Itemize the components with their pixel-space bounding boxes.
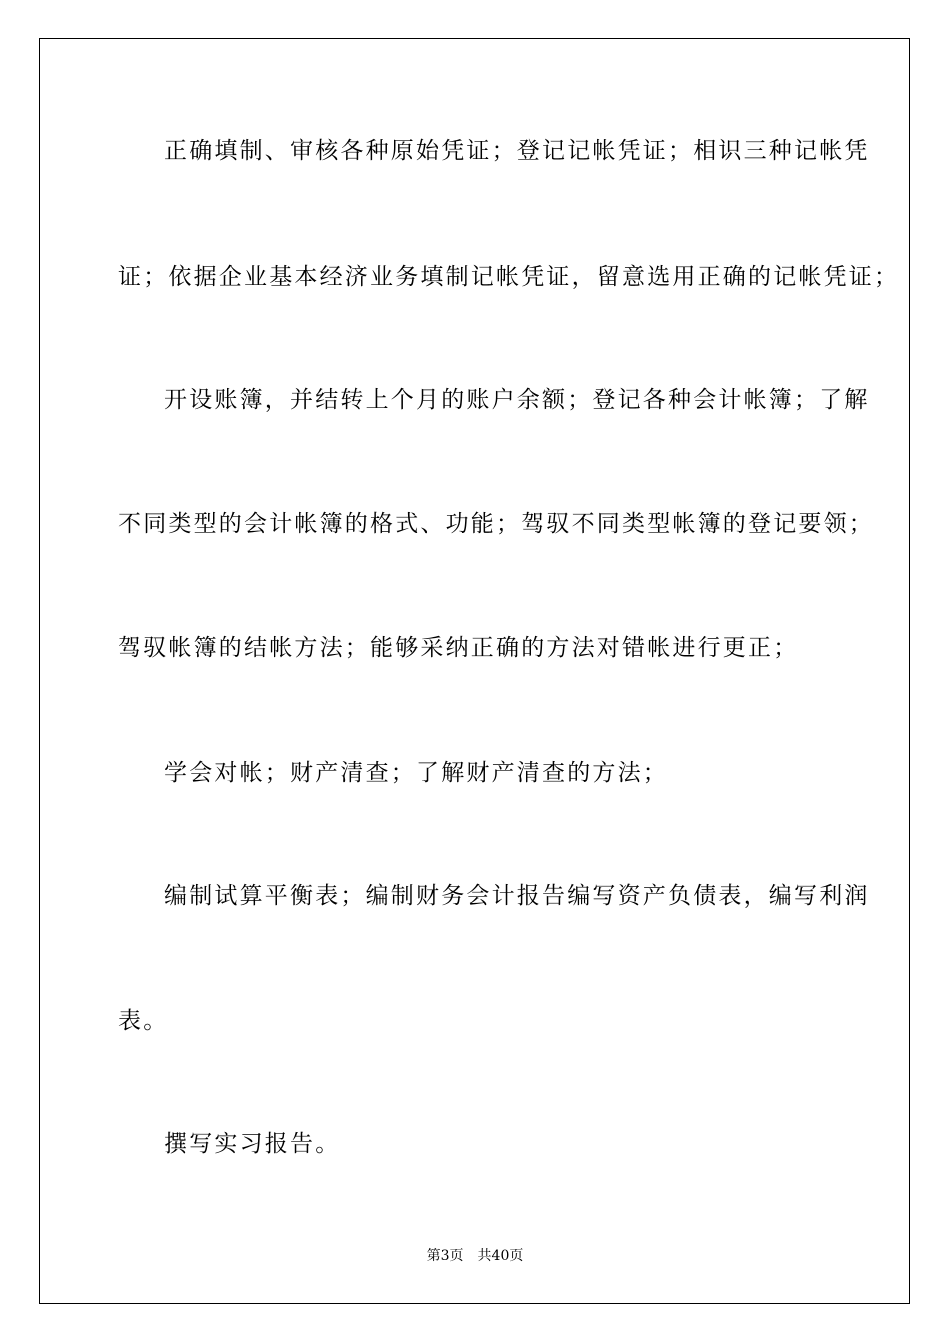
document-page	[39, 38, 910, 1304]
page-footer	[0, 1247, 950, 1265]
paragraph-line-9: 撰写实习报告。	[164, 1131, 341, 1157]
paragraph-line-7: 编制试算平衡表；编制财务会计报告编写资产负债表，编写利润	[164, 883, 870, 909]
paragraph-line-3: 开设账簿，并结转上个月的账户余额；登记各种会计帐簿；了解	[164, 387, 870, 413]
paragraph-line-6: 学会对帐；财产清查；了解财产清查的方法；	[164, 760, 668, 786]
paragraph-line-4: 不同类型的会计帐簿的格式、功能；驾驭不同类型帐簿的登记要领；	[118, 511, 874, 537]
paragraph-line-2: 证；依据企业基本经济业务填制记帐凭证，留意选用正确的记帐凭证；	[118, 264, 900, 290]
page-total: 共40页	[477, 1248, 524, 1264]
paragraph-line-5: 驾驭帐簿的结帐方法；能够采纳正确的方法对错帐进行更正；	[118, 635, 799, 661]
paragraph-line-8: 表。	[118, 1008, 169, 1034]
paragraph-line-1: 正确填制、审核各种原始凭证；登记记帐凭证；相识三种记帐凭	[164, 138, 870, 164]
page-number: 第3页	[426, 1248, 464, 1264]
